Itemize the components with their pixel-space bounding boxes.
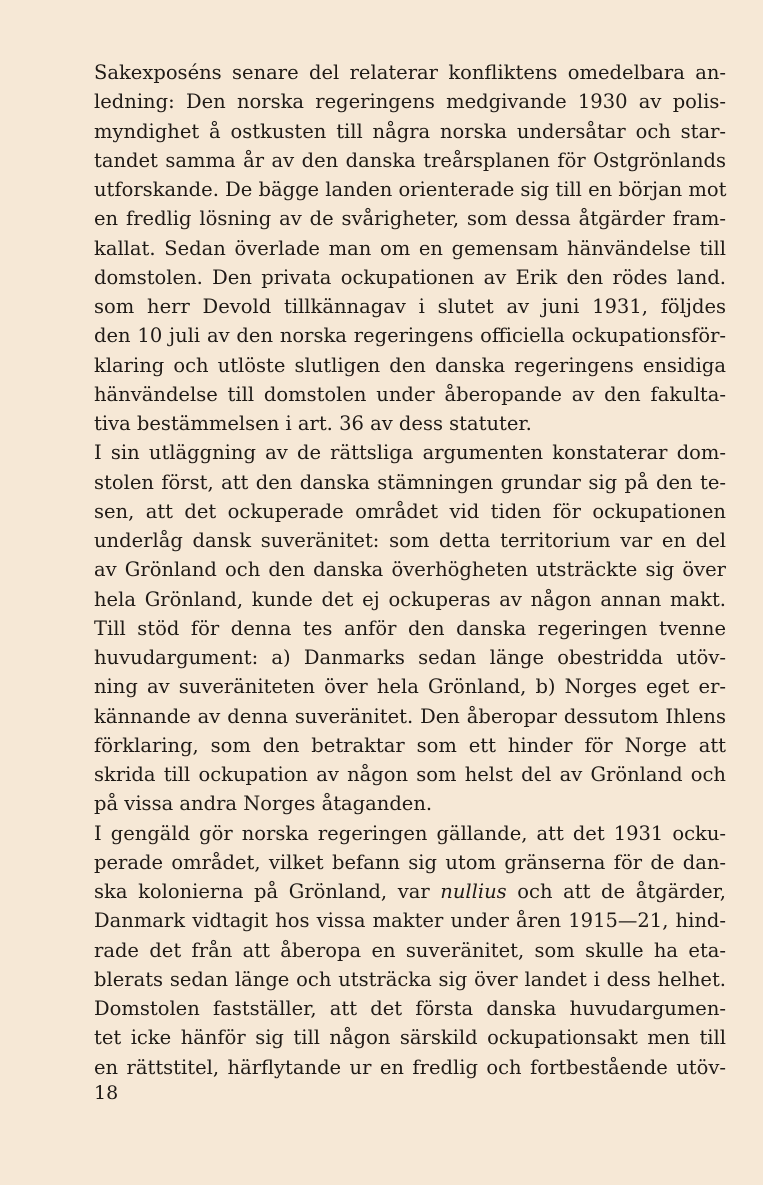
text-line: en rättstitel, härflytande ur en fredlig och fortbestående utöv- xyxy=(94,1055,726,1079)
text-line: domstolen. Den privata ockupationen av Erik den rödes land. xyxy=(94,265,726,289)
text-line: ledning: Den norska regeringens medgivande 1930 av polis- xyxy=(94,90,726,114)
text-line: kännande av denna suveränitet. Den åberopar dessutom Ihlens xyxy=(94,704,726,728)
text-line: I gengäld gör norska regeringen gällande, att det 1931 ocku- xyxy=(94,821,726,845)
text-line: myndighet å ostkusten till några norska undersåtar och star- xyxy=(94,119,726,143)
text-line: Till stöd för denna tes anför den danska regeringen tvenne xyxy=(94,616,726,640)
text-line: hela Grönland, kunde det ej ockuperas av någon annan makt. xyxy=(94,587,726,611)
text-line: sen, att det ockuperade området vid tiden för ockupationen xyxy=(94,499,726,523)
body-text xyxy=(94,58,726,1082)
text-line: ska kolonierna på Grönland, var nullius och att de åtgärder, xyxy=(94,880,726,903)
text-line: ning av suveräniteten över hela Grönland, b) Norges eget er- xyxy=(94,675,726,699)
text-line: utforskande. De bägge landen orienterade sig till en början mot xyxy=(94,178,727,201)
text-line: Danmark vidtagit hos vissa makter under åren 1915—21, hind- xyxy=(94,909,726,933)
page-number: 18 xyxy=(94,1082,119,1104)
text-line: klaring och utlöste slutligen den danska regeringens ensidiga xyxy=(94,353,726,377)
text-line: den 10 juli av den norska regeringens officiella ockupationsför- xyxy=(94,324,726,348)
text-line: en fredlig lösning av de svårigheter, som dessa åtgärder fram- xyxy=(94,207,726,231)
text-line-continuation: och att de åtgärder, xyxy=(506,880,726,903)
text-line: stolen först, att den danska stämningen grundar sig på den te- xyxy=(94,470,726,494)
text-line: perade området, vilket befann sig utom gränserna för de dan- xyxy=(94,850,726,874)
text-line: Domstolen fastställer, att det första danska huvudargumen- xyxy=(94,997,726,1020)
text-line: rade det från att åberopa en suveränitet, som skulle ha eta- xyxy=(94,938,726,962)
text-line: kallat. Sedan överlade man om en gemensam hänvändelse till xyxy=(94,236,726,260)
text-line: huvudargument: a) Danmarks sedan länge obestridda utöv- xyxy=(94,646,726,669)
text-line: tet icke hänför sig till någon särskild ockupationsakt men till xyxy=(94,1026,726,1050)
text-line: på vissa andra Norges åtaganden. xyxy=(94,792,433,816)
text-line: hänvändelse till domstolen under åberopande av den fakulta- xyxy=(94,382,726,406)
text-line: som herr Devold tillkännagav i slutet av juni 1931, följdes xyxy=(94,295,726,318)
text-line: skrida till ockupation av någon som helst del av Grönland och xyxy=(94,763,726,786)
text-line: blerats sedan länge och utsträcka sig över landet i dess helhet. xyxy=(94,967,726,991)
text-line: tandet samma år av den danska treårsplanen för Ostgrönlands xyxy=(94,148,726,172)
text-line: underlåg dansk suveränitet: som detta territorium var en del xyxy=(94,529,726,552)
text-line: I sin utläggning av de rättsliga argumenten konstaterar dom- xyxy=(94,441,726,465)
text-line: tiva bestämmelsen i art. 36 av dess statuter. xyxy=(94,412,532,435)
italic-term: nullius xyxy=(440,880,507,903)
text-line: av Grönland och den danska överhögheten utsträckte sig över xyxy=(94,558,726,582)
text-line: förklaring, som den betraktar som ett hinder för Norge att xyxy=(94,733,726,757)
text-line: Sakexposéns senare del relaterar konfliktens omedelbara an- xyxy=(94,61,726,84)
